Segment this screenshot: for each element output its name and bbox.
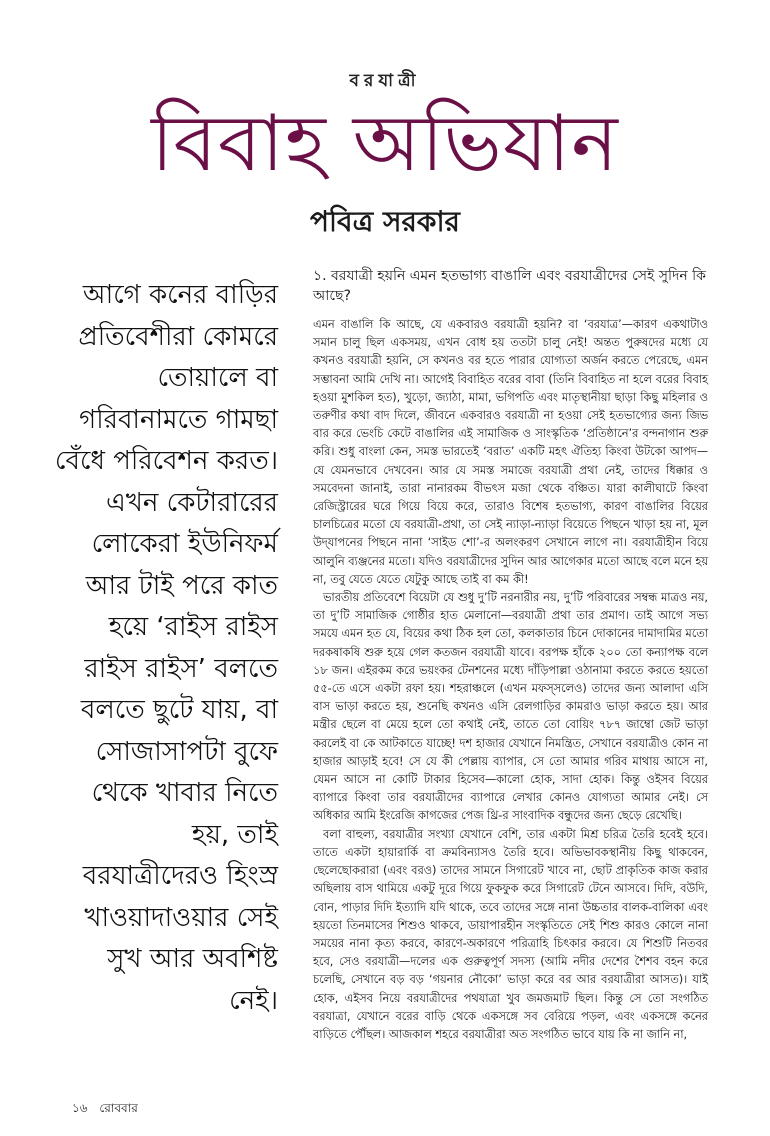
article-body	[313, 266, 708, 1044]
article-title: বিবাহ অভিযান	[151, 99, 619, 189]
pull-quote: আগে কনের বাড়ির প্রতিবেশীরা কোমরে তোয়ালে বা গরিবানামতে গামছা বেঁধে পরিবেশন করত। এখন কেটারারের লোকেরা ইউনিফর্ম আর টাই পরে কাত হয়ে ‘রাইস রাইস রাইস রাইস’ বলতে বলতে ছুটে যায়, বা সোজাসাপটা বুফে থেকে খাবার নিতে হয়, তাই বরযাত্রীদেরও হিংস্র খাওয়াদাওয়ার সেই সুখ আর অবশিষ্ট নেই।	[54, 280, 278, 1016]
body-paragraph: বলা বাহুল্য, বরযাত্রীর সংখ্যা যেখানে বেশি, তার একটা মিশ্র চরিত্র তৈরি হবেই হবে। তাতে একটা হায়ারার্কি বা ক্রমবিন্যাসও তৈরি হবে। অভিভাবকস্থানীয় কিছু থাকবেন, ছেলেছোকরারা (এবং বরও) তাদের সামনে সিগারেট খাবে না, ছোট প্রাকৃতিক কাজ করার অছিলায় বাস থামিয়ে একটু দূরে গিয়ে ফুকফুক করে সিগারেট টেনে আসবে। দিদি, বউদি, বোন, পাড়ার দিদি ইত্যাদি যদি থাকে, তবে তাদের সঙ্গে নানা উচ্চতার বালক-বালিকা এবং হয়তো তিনমাসের শিশুও থাকবে, ডায়াপারহীন সংস্কৃতিতে সেই শিশু কারও কোলে নানা সময়ের নানা কৃত্য করবে, কারণে-অকারণে পরিত্রাহি চিৎকার করবে। যে শিশুটি নিতবর হবে, সেও বরযাত্রী—দলের এক গুরুত্বপূর্ণ সদস্য (আমি নদীর দেশের শৈশব বহন করে চলেছি, সেখানে বড় বড় ‘গয়নার নৌকো’ ভাড়া করে বর আর বরযাত্রীরা আসত)। যাই হোক, এইসব নিয়ে বরযাত্রীদের পথযাত্রা খুব জমজমাট ছিল। কিন্তু সে তো সংগঠিত বরযাত্রা, যেখানে বরের বাড়ি থেকে একসঙ্গে সব বেরিয়ে পড়ল, এবং একসঙ্গে কনের বাড়িতে পৌঁছল। আজকাল শহরে বরযাত্রীরা অত সংগঠিত ভাবে যায় কি না জানি না,	[313, 827, 708, 1041]
body-paragraph: ভারতীয় প্রতিবেশে বিয়েটা যে শুধু দু’টি নরনারীর নয়, দু’টি পরিবারের সম্বন্ধ মাত্রও নয়, তা দু’টি সামাজিক গোষ্ঠীর হাত মেলানো—বরযাত্রী প্রথা তার প্রমাণ। তাই আগে সভ্য সমযে এমন হত যে, বিয়ের কথা ঠিক হল তো, কলকাতার চিনে দোকানের দামাদামির মতো দরকষাকষি শুরু হয়ে গেল কতজন বরযাত্রী যাবে। বরপক্ষ হাঁকে ২০০ তো কন্যাপক্ষ বলে ১৮ জন। এইরকম করে ভয়ংকর টেনশনের মধ্যে দাঁড়িপাল্লা ওঠানামা করতে করতে হয়তো ৫৫-তে এসে একটা রফা হয়। শহরাঞ্চলে (এখন মফস্সলেও) তাদের জন্য আলাদা এসি বাস ভাড়া করতে হয়, শুনেছি কখনও এসি রেলগাড়ির কামরাও ভাড়া করতে হয়। আর মন্ত্রীর ছেলে বা মেয়ে হলে তো কথাই নেই, তাতে তো বোয়িং ৭৮৭ জাম্বো জেট ভাড়া করলেই বা কে আটকাতে যাচ্ছে! দশ হাজার যেখানে নিমন্ত্রিত, সেখানে বরযাত্রীও কোন না হাজার আড়াই হবে! সে যে কী পেল্লায় ব্যাপার, সে তো আমার গরিব মাথায় আসে না, যেমন আসে না কোটি টাকার হিসেব—কালো হোক, সাদা হোক। কিন্তু ওইসব বিয়ের ব্যাপারে কিংবা তার বরযাত্রীদের ব্যাপারে লেখার কোনও যোগ্যতা আমার নেই। সে অধিকার আমি ইংরেজি কাগজের পেজ থ্রি-র সাংবাদিক বন্ধুদের জন্য ছেড়ে রেখেছি।	[313, 591, 709, 823]
body-paragraph: এমন বাঙালি কি আছে, যে একবারও বরযাত্রী হয়নি? বা ‘বরযাত্র’—কারণ একথাটাও সমান চালু ছিল একসময়, এখন বোধ হয় ততটা চালু নেই! অন্তত পুরুষদের মধ্যে যে কখনও বরযাত্রী হয়নি, সে কখনও বর হতে পারার যোগ্যতা অর্জন করতে পেরেছে, এমন সম্ভাবনা আমি দেখি না। আগেই বিবাহিত বরের বাবা (তিনি বিবাহিত না হলে বরের বিবাহ হওয়া মুশকিল হত), খুড়ো, জ্যাঠা, মামা, ভগিপতি এবং মাতৃস্থানীয়া ছাড়া কিছু মহিলার ও তরুণীর কথা বাদ দিলে, জীবনে একবারও বরযাত্রী না হওয়া সেই হতভাগ্যের জন্য জিভ বার করে ভেংচি কেটে বাঙালির এই সামাজিক ও সাংস্কৃতিক ‘প্রতিষ্ঠানে’র বন্দনাগান শুরু করি। শুধু বাংলা কেন, সমস্ত ভারতেই ‘বরাত’ একটি মহৎ ঐতিহ্য কিংবা উটকো আপদ—যে যেমনভাবে দেখবেন। আর যে সমস্ত সমাজে বরযাত্রী প্রথা নেই, তাদের ধিক্কার ও সমবেদনা জানাই, তারা নানারকম বীভৎস মজা থেকে বঞ্চিত। যারা কালীঘাটে কিংবা রেজিস্ট্রারের ঘরে গিয়ে বিয়ে করে, তারাও বিশেষ হতভাগ্য, কারণ বাঙালির বিয়ের চালচিত্রের মতো যে বরযাত্রী-প্রথা, তা সেই ন্যাড়া-ন্যাড়া বিয়েতে পিছনে খাড়া হয় না, মূল উদ্‌যাপনের পিছনে নানা ‘সাইড শো’-র অলংকরণ সেখানে লাগে না। বরযাত্রীহীন বিয়ে আলুনি ব্যঞ্জনের মতো। যদিও বরযাত্রীদের সুদিন আর আগেকার মতো আছে বলে মনে হয় না, তবু যেতে যেতে যেটুকু আছে তাই বা কম কী!	[313, 318, 708, 586]
section-heading: ১. বরযাত্রী হয়নি এমন হতভাগ্য বাঙালি এবং বরযাত্রীদের সেই সুদিন কি আছে?	[313, 268, 706, 304]
page-footer	[72, 1100, 146, 1120]
section-name: রোববার	[99, 1101, 138, 1115]
section-kicker: বরযাত্রী	[349, 71, 421, 91]
author-byline: পবিত্র সরকার	[310, 205, 460, 238]
page-number: ১৬	[72, 1101, 88, 1115]
